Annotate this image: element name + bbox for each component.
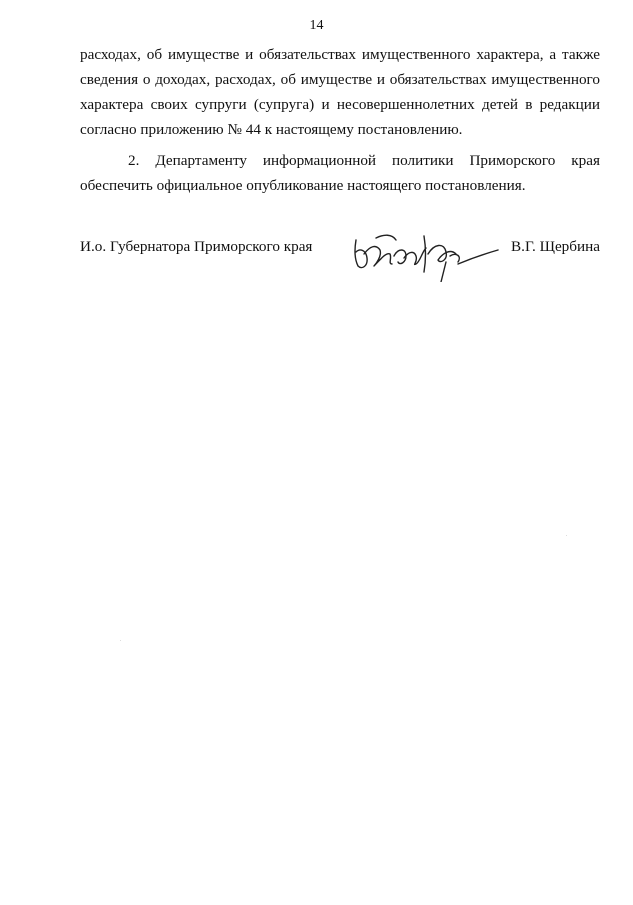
document-body <box>80 42 600 198</box>
page-number: 14 <box>309 18 324 33</box>
paragraph-2: 2. Департаменту информационной политики Приморского края обеспечить официальное опубликование настоящего постановления. <box>80 152 600 194</box>
handwritten-signature <box>346 226 506 282</box>
signatory-title: И.о. Губернатора Приморского края <box>80 238 313 255</box>
signature-block <box>80 226 600 286</box>
scan-speck <box>120 640 121 641</box>
paragraph-continuation: расходах, об имуществе и обязательствах имущественного характера, а также сведения о доходах, расходах, об имуществе и обязательствах имущественного характера своих супруги (супруга) и несовершеннолетних детей в редакции согласно приложению № 44 к настоящему постановлению. <box>80 46 600 138</box>
scan-speck <box>566 535 567 536</box>
signature-icon <box>346 226 506 282</box>
signatory-name: В.Г. Щербина <box>511 238 600 255</box>
